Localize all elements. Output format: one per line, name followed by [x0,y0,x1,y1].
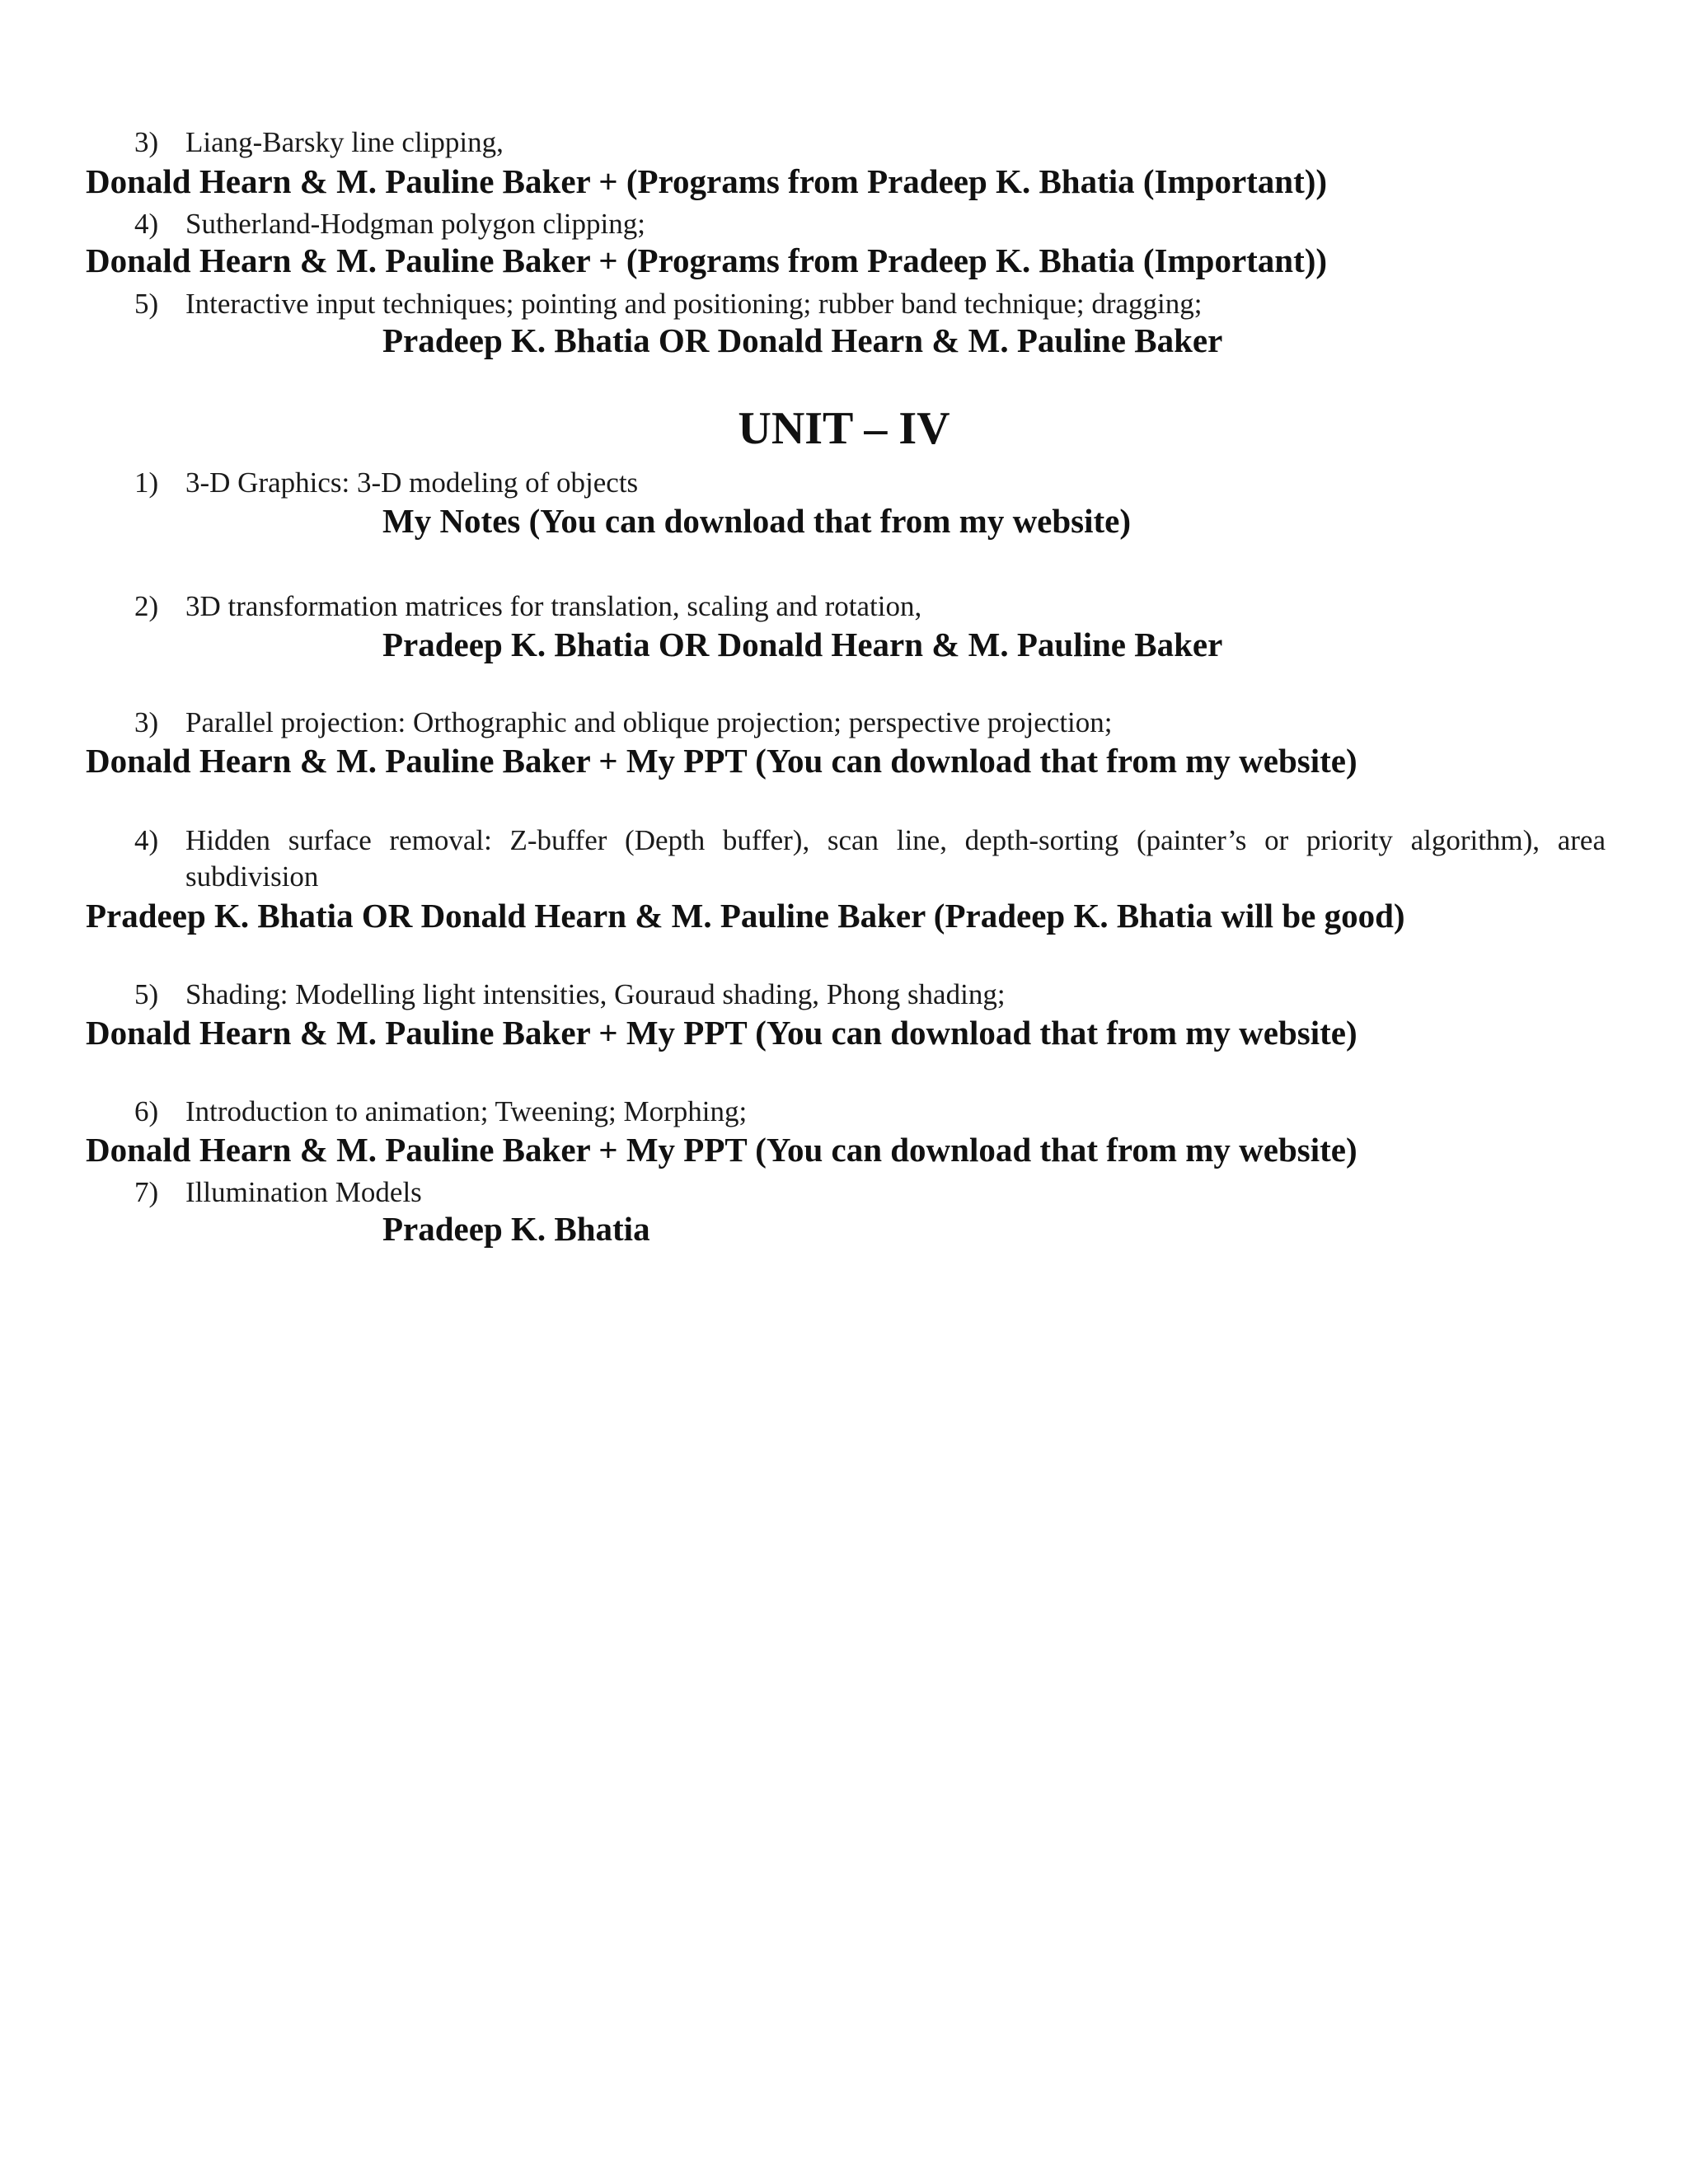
reference-line: Donald Hearn & M. Pauline Baker + My PPT (You can download that from my website) [86,1131,1357,1169]
item-text: Parallel projection: Orthographic and oblique projection; perspective projection; [185,706,1113,738]
item-number: 5) [134,978,159,1010]
item-text: Shading: Modelling light intensities, Gouraud shading, Phong shading; [185,978,1006,1010]
item-number: 7) [134,1176,159,1208]
reference-line: Pradeep K. Bhatia OR Donald Hearn & M. Pauline Baker (Pradeep K. Bhatia will be good) [86,897,1405,935]
reference-line: Pradeep K. Bhatia [382,1210,650,1248]
item-text: Illumination Models [185,1176,422,1208]
item-number: 3) [134,126,159,158]
item-number: 1) [134,466,159,499]
item-number: 2) [134,590,159,622]
item-text: Interactive input techniques; pointing and positioning; rubber band technique; dragging; [185,288,1203,320]
unit-heading: UNIT – IV [738,403,950,454]
topic-item [134,823,1606,897]
reference-line: Donald Hearn & M. Pauline Baker + My PPT (You can download that from my website) [86,742,1357,780]
item-text: 3-D Graphics: 3-D modeling of objects [185,466,639,499]
item-text: Sutherland-Hodgman polygon clipping; [185,208,645,240]
reference-line: Pradeep K. Bhatia OR Donald Hearn & M. Pauline Baker [382,626,1223,663]
item-number: 3) [134,706,159,738]
item-number: 4) [134,208,159,240]
item-number: 6) [134,1095,159,1127]
item-number: 4) [134,824,159,856]
reference-line: My Notes (You can download that from my website) [382,502,1132,540]
item-text: 3D transformation matrices for translation, scaling and rotation, [185,590,922,622]
item-text: Liang-Barsky line clipping, [185,126,504,158]
reference-line: Donald Hearn & M. Pauline Baker + (Programs from Pradeep K. Bhatia (Important)) [86,241,1328,279]
reference-line: Pradeep K. Bhatia OR Donald Hearn & M. Pauline Baker [382,321,1223,359]
reference-line: Donald Hearn & M. Pauline Baker + (Programs from Pradeep K. Bhatia (Important)) [86,162,1328,200]
item-text: Hidden surface removal: Z-buffer (Depth buffer), scan line, depth-sorting (painter’s or priority algorithm), area subdivision [185,824,1606,893]
reference-line: Donald Hearn & M. Pauline Baker + My PPT (You can download that from my website) [86,1014,1357,1052]
item-number: 5) [134,288,159,320]
item-text: Introduction to animation; Tweening; Morphing; [185,1095,748,1127]
